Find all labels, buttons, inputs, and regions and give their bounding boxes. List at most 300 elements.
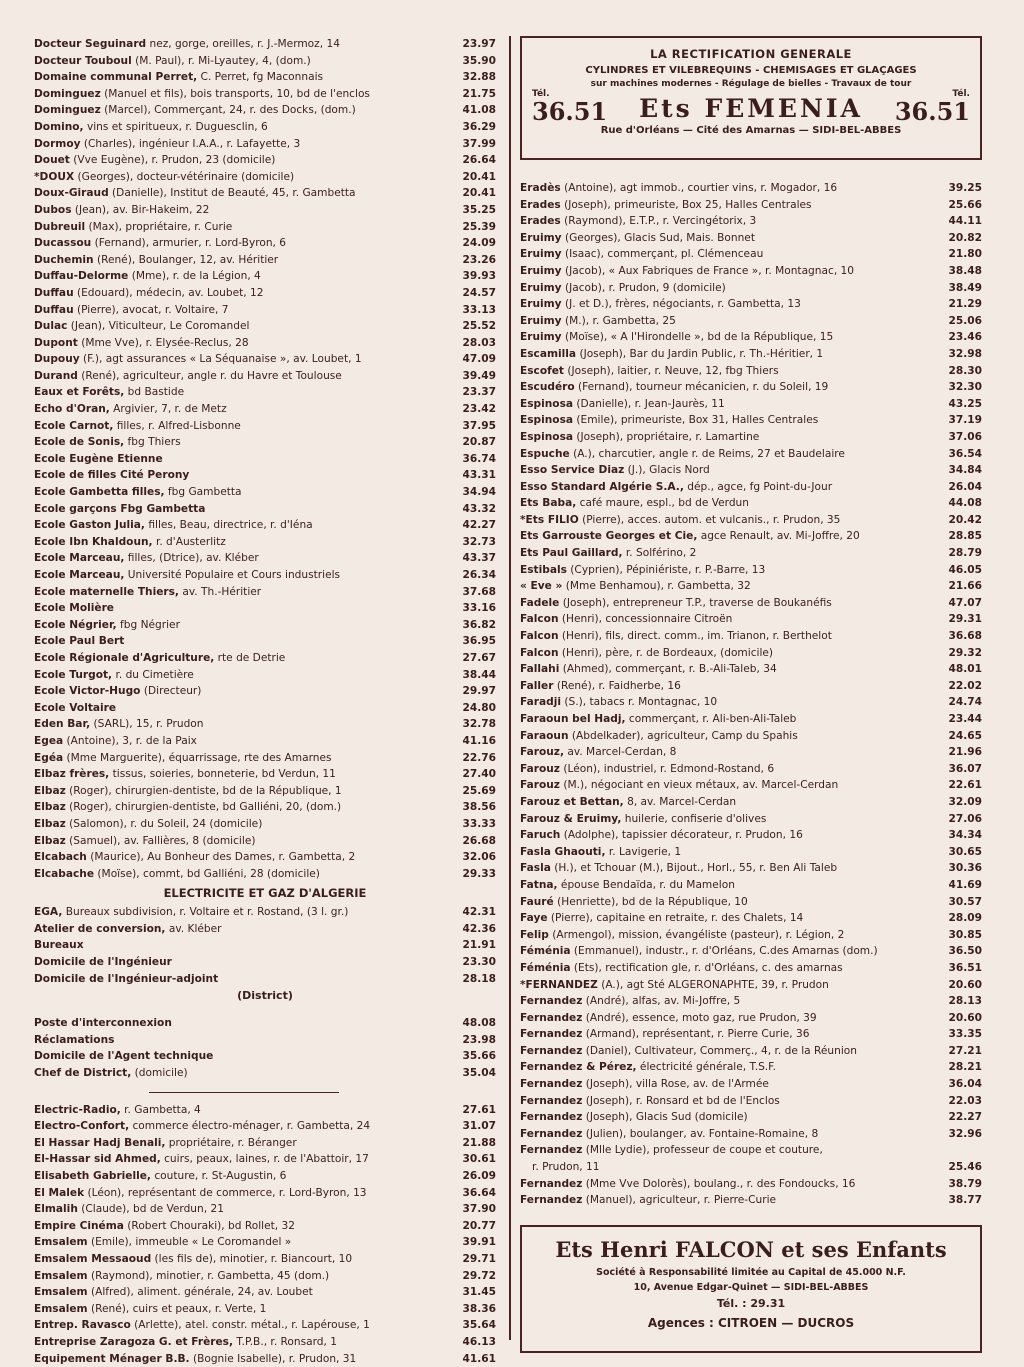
ad-femenia-title: LA RECTIFICATION GENERALE	[650, 47, 852, 61]
entry-details: couture, r. St-Augustin, 6	[154, 1170, 287, 1182]
entry-name: Chef de District,	[34, 1067, 132, 1080]
entry-phone-number: 26.64	[462, 154, 496, 167]
entry-phone-number: 35.90	[462, 54, 496, 67]
entry-text	[520, 528, 944, 545]
entry-text	[34, 1151, 458, 1168]
entry-phone-number: 21.66	[948, 580, 982, 593]
directory-entry	[34, 1201, 496, 1218]
entry-name: EGA,	[34, 906, 63, 919]
entry-phone-number: 23.98	[462, 1033, 496, 1046]
entry-text	[34, 1185, 458, 1202]
entry-details: (Manuel), agriculteur, r. Pierre-Curie	[585, 1194, 777, 1207]
entry-name: Faruch	[520, 829, 561, 842]
entry-text	[520, 628, 944, 645]
directory-entry	[520, 877, 982, 894]
entry-phone-number: 38.56	[462, 801, 496, 814]
directory-entry	[520, 993, 982, 1010]
entry-details: (Alfred), aliment. générale, 24, av. Loubet	[90, 1286, 313, 1299]
entry-name: Fernandez	[520, 1144, 583, 1157]
entry-details: (Henri), père, r. de Bordeaux, (domicile)	[561, 646, 774, 659]
entry-phone-number: 22.61	[948, 779, 982, 792]
entry-phone-number: 34.94	[462, 486, 496, 499]
entry-details: av. Th.-Héritier	[182, 585, 262, 598]
entry-phone-number: 37.06	[948, 430, 982, 443]
entry-details: (Isaac), commerçant, pl. Clémenceau	[564, 248, 764, 261]
entry-name: Bureaux	[34, 939, 84, 952]
directory-entry	[34, 1317, 496, 1334]
column-divider	[509, 36, 511, 1340]
entry-name: Farouz et Bettan,	[520, 795, 624, 808]
directory-entry	[34, 937, 496, 954]
entry-text	[520, 910, 944, 927]
entry-text	[520, 794, 944, 811]
entry-name: Fernandez	[520, 1078, 583, 1091]
directory-entry	[34, 484, 496, 501]
entry-text	[34, 733, 458, 750]
entry-phone-number: 36.64	[462, 1186, 496, 1199]
ad-femenia-tel-number-right: 36.51	[894, 97, 970, 126]
entry-phone-number: 39.49	[462, 369, 496, 382]
ad-femenia-tel-label-left: Tél.	[532, 89, 550, 99]
directory-entry	[34, 750, 496, 767]
directory-entry	[34, 1218, 496, 1235]
entry-text	[34, 302, 458, 319]
directory-entry	[34, 1151, 496, 1168]
entry-phone-number: 23.30	[462, 956, 496, 969]
directory-entry	[34, 1251, 496, 1268]
entry-name: Duffau-Delorme	[34, 270, 129, 283]
entry-details: rte de Detrie	[217, 651, 286, 664]
entry-text	[34, 418, 458, 435]
entry-details: (Jean), av. Bir-Hakeim, 22	[74, 203, 210, 216]
entry-name: Farouz,	[520, 746, 564, 759]
entry-phone-number: 25.39	[462, 220, 496, 233]
entry-details: r. Gambetta, 4	[124, 1103, 201, 1116]
ad-femenia-phone-right	[890, 89, 970, 124]
directory-entry	[34, 501, 496, 518]
entry-name: Eden Bar,	[34, 718, 91, 731]
entry-text	[34, 335, 458, 352]
entry-text	[34, 633, 458, 650]
entry-phone-number: 20.42	[948, 513, 982, 526]
directory-entry	[34, 799, 496, 816]
entry-name: Ecole Régionale d'Agriculture,	[34, 651, 215, 664]
directory-entry	[520, 1126, 982, 1143]
directory-entry	[520, 545, 982, 562]
entry-name: Fernandez	[520, 1127, 583, 1140]
entry-details: (Armand), représentant, r. Pierre Curie, 36	[585, 1028, 810, 1041]
entry-text	[520, 562, 944, 579]
entry-text	[34, 69, 458, 86]
entry-text	[34, 1218, 458, 1235]
entry-name: Eruimy	[520, 298, 562, 311]
directory-entry	[520, 678, 982, 695]
entry-name: Douet	[34, 154, 70, 167]
entry-text	[34, 971, 458, 988]
entry-name: Ets Baba,	[520, 497, 577, 510]
entry-name: Ecole Eugène Etienne	[34, 452, 163, 465]
ad-femenia-services-2: sur machines modernes - Régulage de bielles - Travaux de tour	[590, 79, 912, 89]
entry-phone-number: 30.57	[948, 895, 982, 908]
entry-details: (domicile)	[134, 1067, 188, 1080]
entry-phone-number: 23.37	[462, 386, 496, 399]
entry-name: Elbaz	[34, 817, 66, 830]
directory-entry	[520, 363, 982, 380]
directory-entry	[34, 550, 496, 567]
entry-name: El-Hassar sid Ahmed,	[34, 1153, 161, 1166]
entry-text	[520, 1059, 944, 1076]
directory-entry	[520, 611, 982, 628]
entry-phone-number: 25.66	[948, 198, 982, 211]
entry-name: Erades	[520, 215, 561, 228]
entry-phone-number: 43.25	[948, 397, 982, 410]
entry-text	[520, 694, 944, 711]
entry-text	[520, 661, 944, 678]
entry-phone-number: 39.91	[462, 1236, 496, 1249]
entry-details: (J. et D.), frères, négociants, r. Gambetta, 13	[564, 298, 801, 311]
directory-entry	[34, 368, 496, 385]
directory-entry	[34, 650, 496, 667]
entry-name: Emsalem	[34, 1236, 88, 1249]
entry-name: *FERNANDEZ	[520, 978, 598, 991]
entry-phone-number: 38.44	[462, 668, 496, 681]
directory-entry	[520, 396, 982, 413]
entry-name: Fasla Ghaouti,	[520, 845, 606, 858]
directory-entry	[520, 894, 982, 911]
directory-entry	[520, 1176, 982, 1193]
entry-phone-number: 27.06	[948, 812, 982, 825]
entry-phone-number: 26.04	[948, 480, 982, 493]
entry-phone-number: 35.04	[462, 1067, 496, 1080]
entry-name: Esso Standard Algérie S.A.,	[520, 480, 684, 493]
entry-name: Entrep. Ravasco	[34, 1319, 131, 1332]
entry-name: Eruimy	[520, 314, 562, 327]
entry-text	[520, 1192, 944, 1209]
entry-text	[34, 351, 458, 368]
entry-phone-number: 23.26	[462, 253, 496, 266]
directory-entry	[34, 268, 496, 285]
entry-phone-number: 36.54	[948, 447, 982, 460]
entry-details: (les fils de), minotier, r. Biancourt, 10	[154, 1252, 353, 1265]
entry-details: (Arlette), atel. constr. métal., r. Lapérouse, 1	[134, 1319, 370, 1332]
ad-femenia-tel-number-left: 36.51	[532, 97, 608, 126]
directory-entry	[34, 617, 496, 634]
entry-text	[34, 617, 458, 634]
entry-details: (Danielle), r. Jean-Jaurès, 11	[576, 397, 725, 410]
entry-text	[520, 346, 944, 363]
entry-text	[34, 1334, 458, 1351]
entry-name: Fernandez	[520, 1094, 583, 1107]
directory-entry	[34, 971, 496, 988]
entry-phone-number: 26.09	[462, 1170, 496, 1182]
entry-details: (Charles), ingénieur I.A.A., r. Lafayette, 3	[83, 137, 301, 150]
entry-name: Fernandez	[520, 1028, 583, 1041]
directory-entry	[520, 844, 982, 861]
section-heading: ELECTRICITE ET GAZ D'ALGERIE	[163, 886, 367, 901]
entry-name: Fauré	[520, 895, 554, 908]
entry-details: huilerie, confiserie d'olives	[624, 812, 767, 825]
directory-entry	[520, 213, 982, 230]
entry-details: (Moïse), « A l'Hirondelle », bd de la République, 15	[564, 331, 834, 344]
entry-details: (Henriette), bd de la République, 10	[557, 895, 748, 908]
entry-details: filles, Beau, directrice, r. d'Iéna	[148, 519, 313, 532]
directory-entry	[520, 180, 982, 197]
entry-text	[34, 954, 458, 971]
entry-details: (Cyprien), Pépiniériste, r. P.-Barre, 13	[570, 563, 766, 576]
directory-entry	[34, 584, 496, 601]
entry-text	[520, 744, 944, 761]
directory-entry	[34, 252, 496, 269]
entry-phone-number: 22.27	[948, 1111, 982, 1124]
entry-details: C. Perret, fg Maconnais	[200, 71, 324, 84]
entry-text	[34, 904, 458, 921]
entry-details: (Joseph), Bar du Jardin Public, r. Th.-Héritier, 1	[579, 347, 824, 360]
entry-phone-number: 38.49	[948, 281, 982, 294]
right-column	[520, 36, 982, 1353]
entry-phone-number: 41.69	[948, 878, 982, 891]
entry-details: 8, av. Marcel-Cerdan	[627, 795, 737, 808]
left-column	[34, 36, 496, 1367]
directory-entry	[520, 1010, 982, 1027]
directory-entry	[34, 69, 496, 86]
entry-text	[34, 517, 458, 534]
entry-details: (Claude), bd de Verdun, 21	[81, 1203, 224, 1216]
entry-text	[520, 280, 944, 297]
directory-entry	[520, 1159, 982, 1176]
directory-entry	[520, 761, 982, 778]
entry-phone-number: 38.79	[948, 1177, 982, 1190]
directory-entry	[34, 1185, 496, 1202]
directory-entry	[34, 517, 496, 534]
entry-details: (Robert Chouraki), bd Rollet, 32	[127, 1219, 295, 1232]
entry-name: Escamilla	[520, 347, 577, 360]
entry-details: électricité générale, T.S.F.	[639, 1061, 776, 1074]
directory-entry	[520, 1043, 982, 1060]
entry-text	[34, 750, 458, 767]
entry-text	[520, 180, 944, 197]
directory-entry	[34, 633, 496, 650]
entry-phone-number: 23.97	[462, 38, 496, 50]
entry-text	[34, 368, 458, 385]
entry-text	[520, 263, 944, 280]
entry-text	[34, 1065, 458, 1082]
directory-entry	[520, 860, 982, 877]
entry-phone-number: 28.18	[462, 972, 496, 985]
entry-phone-number: 21.80	[948, 248, 982, 261]
entry-details: (Pierre), capitaine en retraite, r. des Chalets, 14	[550, 912, 804, 925]
entry-name: Ecole de Sonis,	[34, 436, 125, 449]
entry-text	[34, 501, 458, 518]
entry-text	[520, 1076, 944, 1093]
entry-details: commerçant, r. Ali-ben-Ali-Taleb	[628, 713, 797, 725]
entry-phone-number: 42.27	[462, 519, 496, 532]
entry-text	[520, 462, 944, 479]
entry-name: *DOUX	[34, 170, 75, 183]
entry-phone-number: 30.65	[948, 845, 982, 858]
entry-text	[520, 811, 944, 828]
entry-phone-number: 31.45	[462, 1286, 496, 1299]
entry-text	[520, 927, 944, 944]
entry-phone-number: 27.21	[948, 1044, 982, 1057]
entry-text	[520, 1010, 944, 1027]
entry-text	[34, 252, 458, 269]
entry-details: (Joseph), Glacis Sud (domicile)	[585, 1111, 748, 1124]
directory-entry	[520, 910, 982, 927]
entry-text	[34, 36, 458, 53]
entry-name: Electric-Radio,	[34, 1103, 121, 1116]
entry-details: (Joseph), r. Ronsard et bd de l'Enclos	[585, 1094, 780, 1107]
entry-phone-number: 30.61	[462, 1153, 496, 1166]
entry-details: (Joseph), entrepreneur T.P., traverse de Boukanéfis	[562, 596, 832, 609]
entry-phone-number: 41.16	[462, 734, 496, 747]
entry-phone-number: 44.08	[948, 497, 982, 510]
entry-details: tissus, soieries, bonneterie, bd Verdun, 11	[112, 768, 336, 781]
section-rule	[34, 1082, 496, 1102]
entry-phone-number: 21.29	[948, 298, 982, 311]
directory-entry	[34, 1015, 496, 1032]
entry-details: (F.), agt assurances « La Séquanaise », av. Loubet, 1	[83, 353, 362, 366]
entry-details: Bureaux subdivision, r. Voltaire et r. Rostand, (3 l. gr.)	[65, 906, 349, 919]
entry-name: Ecole Victor-Hugo	[34, 685, 141, 698]
entry-text	[520, 595, 944, 612]
entry-phone-number: 36.07	[948, 762, 982, 775]
entry-phone-number: 27.40	[462, 768, 496, 781]
entry-text	[34, 136, 458, 153]
entry-text	[520, 479, 944, 496]
entry-details: Université Populaire et Cours industriels	[127, 569, 341, 581]
directory-entry	[34, 185, 496, 202]
entry-details: (Max), propriétaire, r. Curie	[88, 220, 233, 233]
entry-phone-number: 46.13	[462, 1335, 496, 1348]
entry-phone-number: 24.65	[948, 729, 982, 742]
entry-details: (Léon), représentant de commerce, r. Lord-Byron, 13	[87, 1186, 367, 1199]
entry-text	[520, 728, 944, 745]
entry-name: Ecole de filles Cité Perony	[34, 469, 190, 482]
entry-details: (Marcel), Commerçant, 24, r. des Docks, (dom.)	[104, 104, 356, 117]
entry-name: Emsalem	[34, 1269, 88, 1282]
directory-entry	[34, 1234, 496, 1251]
entry-phone-number: 34.84	[948, 464, 982, 477]
entry-name: Domaine communal Perret,	[34, 71, 198, 84]
entry-name: Ecole Négrier,	[34, 618, 117, 631]
entry-text	[34, 833, 458, 850]
entry-text	[34, 53, 458, 70]
directory-entry	[520, 645, 982, 662]
ad-femenia-name: Ets FEMENIA	[639, 94, 863, 123]
entry-text	[34, 799, 458, 816]
entry-name: El Hassar Hadj Benali,	[34, 1136, 166, 1149]
ad-falcon-agencies: Agences : CITROEN — DUCROS	[647, 1315, 855, 1330]
entry-text	[34, 766, 458, 783]
entry-phone-number: 25.52	[462, 320, 496, 333]
directory-entry	[34, 1268, 496, 1285]
directory-entry	[34, 600, 496, 617]
entry-phone-number: 47.09	[462, 353, 496, 366]
entry-text	[34, 1201, 458, 1218]
entry-name: Ets Paul Gaillard,	[520, 547, 623, 560]
entry-name: Falcon	[520, 630, 559, 643]
entry-details: (René), r. Faidherbe, 16	[556, 679, 681, 692]
entry-phone-number: 43.32	[462, 502, 496, 515]
entry-details: (André), essence, moto gaz, rue Prudon, 39	[585, 1011, 817, 1024]
entry-details: (S.), tabacs r. Montagnac, 10	[564, 696, 718, 709]
ad-femenia-address: Rue d'Orléans — Cité des Amarnas — SIDI-BEL-ABBES	[600, 125, 902, 136]
directory-entry	[34, 567, 496, 584]
directory-entry	[34, 1032, 496, 1049]
entry-details: (A.), charcutier, angle r. de Reims, 27 et Baudelaire	[573, 447, 845, 460]
entry-name: Elcabach	[34, 851, 87, 864]
entry-name: Farouz	[520, 779, 560, 792]
entry-phone-number: 27.67	[462, 651, 496, 664]
entry-text	[34, 1268, 458, 1285]
entry-details: (Antoine), 3, r. de la Paix	[66, 734, 197, 747]
entry-details: commerce électro-ménager, r. Gambetta, 24	[132, 1120, 371, 1133]
entry-text	[520, 860, 944, 877]
entry-phone-number: 24.80	[462, 701, 496, 714]
directory-entry	[520, 1026, 982, 1043]
entry-phone-number: 20.41	[462, 170, 496, 183]
entry-text	[520, 1176, 944, 1193]
entry-details: (Emile), immeuble « Le Coromandel »	[90, 1236, 292, 1249]
entry-details: av. Marcel-Cerdan, 8	[567, 746, 677, 759]
entry-details: (Raymond), minotier, r. Gambetta, 45 (dom.)	[90, 1269, 330, 1282]
entry-phone-number: 37.19	[948, 414, 982, 427]
entry-name: Farouz & Eruimy,	[520, 812, 622, 825]
entry-phone-number: 33.33	[462, 817, 496, 830]
entry-details: (Joseph), propriétaire, r. Lamartine	[576, 430, 760, 443]
entry-text	[34, 584, 458, 601]
directory-entry	[34, 700, 496, 717]
directory-entry	[34, 534, 496, 551]
entry-phone-number: 20.41	[462, 187, 496, 200]
entry-phone-number: 20.77	[462, 1219, 496, 1232]
entry-text	[520, 1126, 944, 1143]
entry-text	[34, 1168, 458, 1185]
entry-details: (Samuel), av. Fallières, 8 (domicile)	[69, 834, 256, 847]
entry-details: (J.), Glacis Nord	[627, 464, 710, 477]
entry-phone-number: 39.93	[462, 270, 496, 283]
entry-details: av. Kléber	[168, 922, 222, 935]
entry-text	[520, 213, 944, 230]
directory-entry	[520, 479, 982, 496]
entry-name: « Eve »	[520, 580, 563, 593]
entry-phone-number: 32.78	[462, 718, 496, 731]
entry-phone-number: 29.72	[462, 1269, 496, 1282]
entry-text	[34, 318, 458, 335]
entry-phone-number: 33.16	[462, 602, 496, 615]
directory-entry	[520, 562, 982, 579]
entry-name: Electro-Confort,	[34, 1120, 130, 1133]
entry-phone-number: 36.74	[462, 452, 496, 465]
directory-entry	[34, 219, 496, 236]
directory-entry	[520, 711, 982, 728]
entry-phone-number: 36.29	[462, 120, 496, 133]
entry-name: Dominguez	[34, 87, 101, 100]
entry-text	[34, 1048, 458, 1065]
entry-text	[34, 1234, 458, 1251]
directory-entry	[520, 412, 982, 429]
entry-name: Ecole Turgot,	[34, 668, 113, 681]
entry-phone-number: 29.32	[948, 646, 982, 659]
entry-text	[34, 600, 458, 617]
entry-name: Falcon	[520, 646, 559, 659]
entry-name: El Malek	[34, 1186, 85, 1199]
entry-details: (Joseph), villa Rose, av. de l'Armée	[585, 1078, 769, 1091]
entry-text	[34, 700, 458, 717]
entry-phone-number: 32.73	[462, 535, 496, 548]
entry-text	[520, 512, 944, 529]
directory-entry	[34, 119, 496, 136]
